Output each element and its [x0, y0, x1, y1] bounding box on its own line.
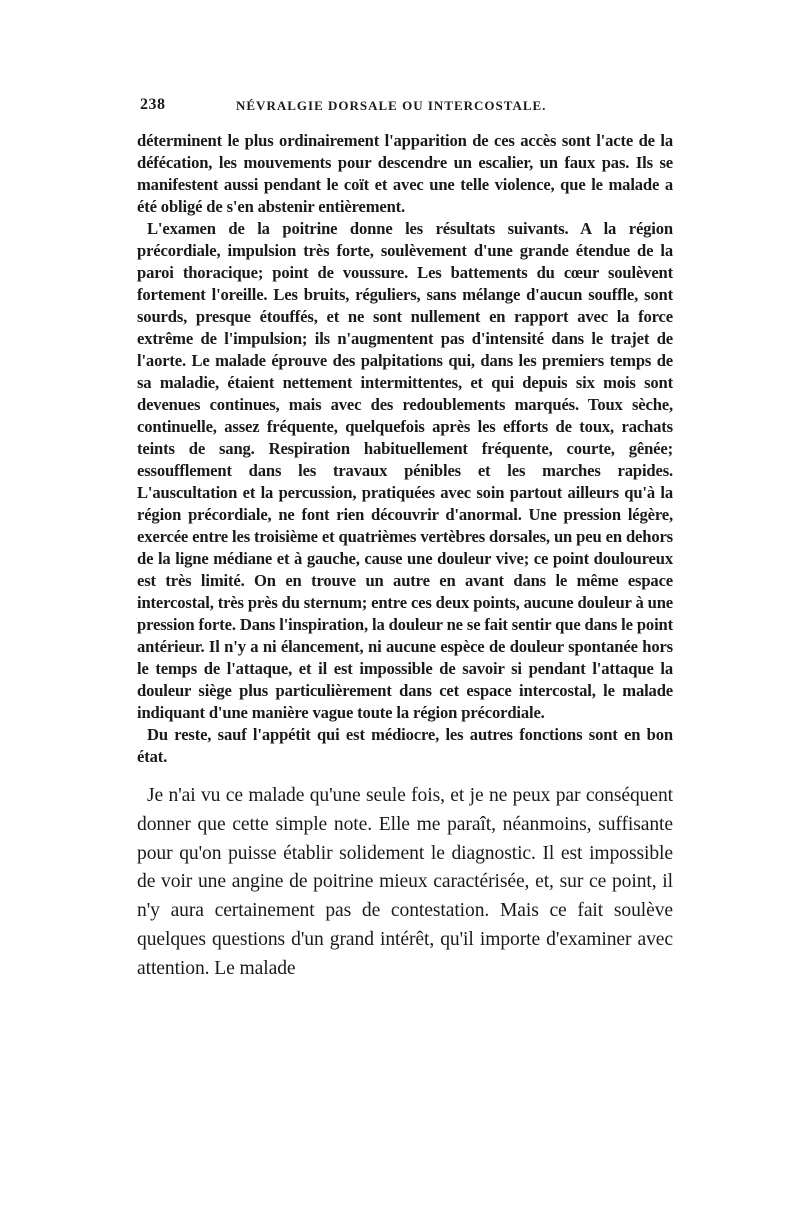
page-number: 238 [140, 96, 166, 113]
paragraph-commentary: Je n'ai vu ce malade qu'une seule fois, et je ne peux par conséquent donner que cette simple note. Elle me paraît, néanmoins, suffisante pour qu'on puisse établir solidement le diagnostic. Il est impossible de voir une angine de poitrine mieux caractérisée, et, sur ce point, il n'y aura certainement pas de contestation. Mais ce fait soulève quelques questions d'un grand intérêt, qu'il importe d'examiner avec attention. Le malade [137, 785, 673, 979]
paragraph-other-functions: Du reste, sauf l'appétit qui est médiocre, les autres fonctions sont en bon état. [137, 725, 673, 766]
running-head [140, 96, 670, 120]
running-title: NÉVRALGIE DORSALE OU INTERCOSTALE. [236, 98, 547, 113]
body-text [137, 130, 673, 984]
paragraph-examination: L'examen de la poitrine donne les résultats suivants. A la région précordiale, impulsion très forte, soulèvement d'une grande étendue de la paroi thoracique; point de voussure. Les battements du cœur soulèvent fortement l'oreille. Les bruits, réguliers, sans mélange d'aucun souffle, sont sourds, presque étouffés, et ne sont nullement en rapport avec la force extrême de l'impulsion; ils n'augmentent pas d'intensité dans le trajet de l'aorte. Le malade éprouve des palpitations qui, dans les premiers temps de sa maladie, étaient nettement intermittentes, et qui depuis six mois sont devenues continues, mais avec des redoublements marqués. Toux sèche, continuelle, assez fréquente, quelquefois après les efforts de toux, rachats teints de sang. Respiration habituellement fréquente, courte, gênée; essoufflement dans les travaux pénibles et les marches rapides. L'auscultation et la percussion, pratiquées avec soin partout ailleurs qu'à la région précordiale, ne font rien découvrir d'anormal. Une pression légère, exercée entre les troisième et quatrièmes vertèbres dorsales, un peu en dehors de la ligne médiane et à gauche, cause une douleur vive; ce point douloureux est très limité. On en trouve un autre en avant dans le même espace intercostal, très près du sternum; entre ces deux points, aucune douleur à une pression forte. Dans l'inspiration, la douleur ne se fait sentir que dans le point antérieur. Il n'y a ni élancement, ni aucune espèce de douleur spontanée hors le temps de l'attaque, et il est impossible de savoir si pendant l'attaque la douleur siège plus particulièrement dans cet espace intercostal, le malade indiquant d'une manière vague toute la région précordiale. [137, 219, 673, 722]
paragraph-continued: déterminent le plus ordinairement l'apparition de ces accès sont l'acte de la défécation, les mouvements pour descendre un escalier, un faux pas. Ils se manifestent aussi pendant le coït et avec une telle violence, que le malade a été obligé de s'en abstenir entièrement. [137, 131, 673, 216]
